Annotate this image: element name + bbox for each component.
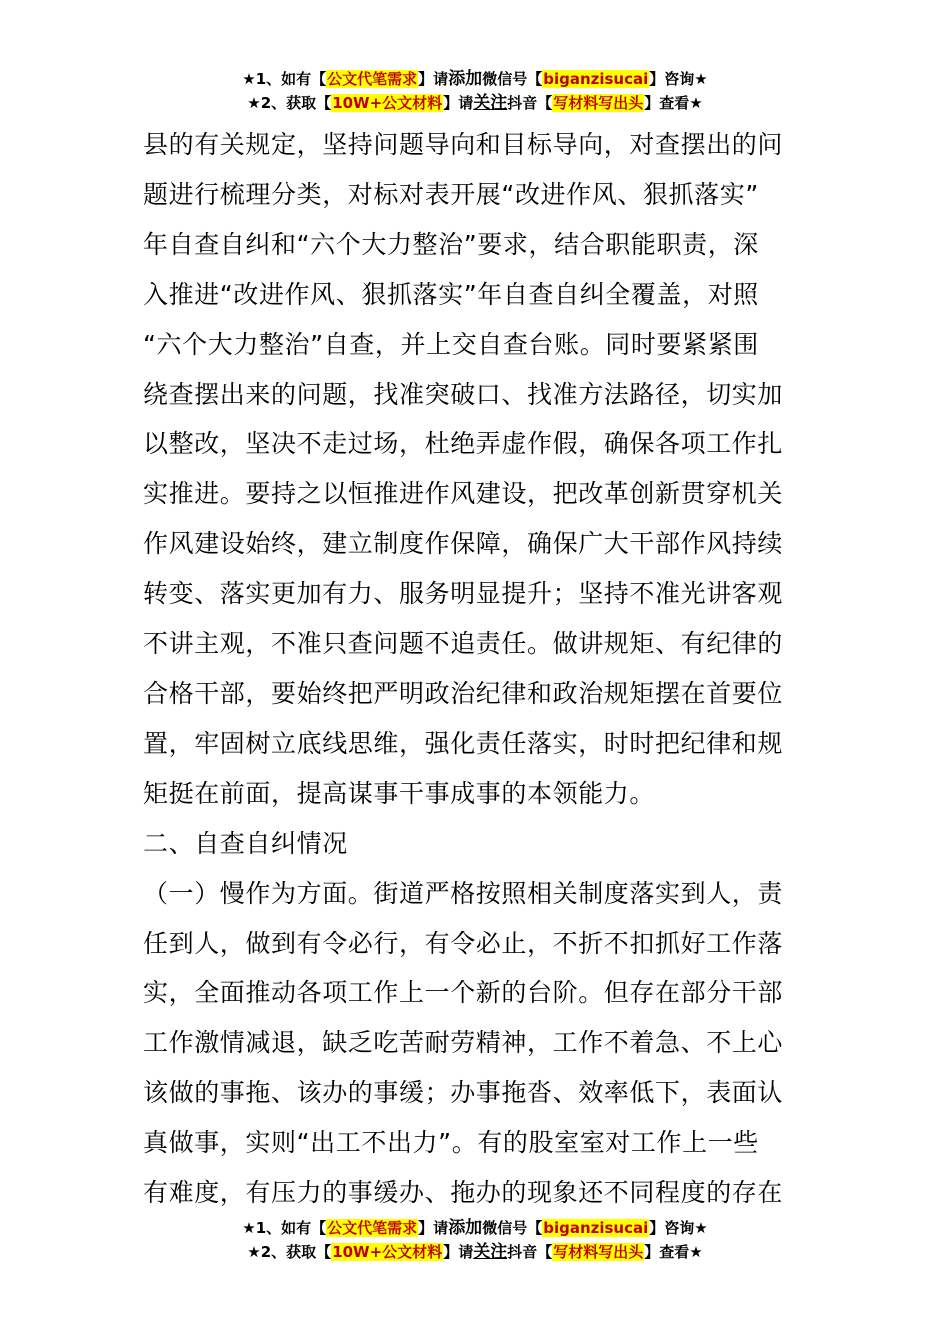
- banner-line-1: [0, 67, 950, 91]
- banner-text: ★1、如有【: [242, 70, 327, 88]
- banner-text: 】咨询★: [649, 1219, 708, 1237]
- body-line: 合格干部，要始终把严明政治纪律和政治规矩摆在首要位: [143, 678, 784, 708]
- banner-text: ★1、如有【: [242, 1219, 327, 1237]
- banner-text: 抖音【: [507, 94, 553, 112]
- body-line: 矩挺在前面，提高谋事干事成事的本领能力。: [143, 778, 656, 808]
- body-line: 转变、落实更加有力、服务明显提升；坚持不准光讲客观: [143, 579, 784, 609]
- body-line: 入推进“改进作风、狠抓落实”年自查自纠全覆盖，对照: [143, 279, 759, 309]
- body-line: 以整改，坚决不走过场，杜绝弄虚作假，确保各项工作扎: [143, 429, 784, 459]
- highlight-wechat-id: biganzisucai: [543, 1219, 649, 1237]
- body-line: （一）慢作为方面。街道严格按照相关制度落实到人，责: [143, 878, 784, 908]
- highlight-douyin: 写材料写出头: [553, 1243, 644, 1261]
- banner-text: ★2、获取【: [247, 94, 332, 112]
- highlight-materials: 10W+公文材料: [332, 1243, 443, 1261]
- banner-emphasis: 关注: [473, 1242, 508, 1262]
- body-line: 工作激情减退，缺乏吃苦耐劳精神，工作不着急、不上心: [143, 1028, 784, 1058]
- body-line: 题进行梳理分类，对标对表开展“改进作风、狠抓落实”: [143, 179, 759, 209]
- banner-line-1: [0, 1216, 950, 1240]
- banner-text: 】请: [418, 70, 449, 88]
- footer-banner: [0, 1216, 950, 1264]
- banner-text: 】请: [418, 1219, 449, 1237]
- banner-emphasis: 添加: [448, 69, 483, 89]
- banner-text: 】请: [443, 94, 474, 112]
- banner-emphasis: 关注: [473, 93, 508, 113]
- banner-text: 】咨询★: [649, 70, 708, 88]
- section-heading: 二、自查自纠情况: [143, 828, 348, 858]
- body-line: 不讲主观，不准只查问题不追责任。做讲规矩、有纪律的: [143, 629, 784, 659]
- body-line: “六个大力整治”自查，并上交自查台账。同时要紧紧围: [143, 329, 759, 359]
- banner-emphasis: 添加: [448, 1218, 483, 1238]
- highlight-douyin: 写材料写出头: [553, 94, 644, 112]
- highlight-service: 公文代笔需求: [327, 70, 418, 88]
- body-line: 年自查自纠和“六个大力整治”要求，结合职能职责，深: [143, 229, 759, 259]
- header-banner: [0, 67, 950, 115]
- banner-line-2: [0, 1240, 950, 1264]
- body-line: 该做的事拖、该办的事缓；办事拖沓、效率低下，表面认: [143, 1078, 784, 1108]
- body-line: 真做事，实则“出工不出力”。有的股室室对工作上一些: [143, 1128, 759, 1158]
- body-line: 任到人，做到有令必行，有令必止，不折不扣抓好工作落: [143, 928, 784, 958]
- highlight-wechat-id: biganzisucai: [543, 70, 649, 88]
- body-line: 置，牢固树立底线思维，强化责任落实，时时把纪律和规: [143, 728, 784, 758]
- banner-text: 】查看★: [644, 1243, 703, 1261]
- banner-text: 】查看★: [644, 94, 703, 112]
- banner-text: 微信号【: [482, 1219, 543, 1237]
- banner-text: 抖音【: [507, 1243, 553, 1261]
- body-line: 实，全面推动各项工作上一个新的台阶。但存在部分干部: [143, 978, 784, 1008]
- body-line: 县的有关规定，坚持问题导向和目标导向，对查摆出的问: [143, 130, 784, 159]
- highlight-service: 公文代笔需求: [327, 1219, 418, 1237]
- body-line: 实推进。要持之以恒推进作风建设，把改革创新贯穿机关: [143, 479, 784, 509]
- document-body: [143, 120, 808, 1218]
- banner-text: 】请: [443, 1243, 474, 1261]
- body-line: 有难度，有压力的事缓办、拖办的现象还不同程度的存在: [143, 1178, 784, 1208]
- banner-line-2: [0, 91, 950, 115]
- banner-text: 微信号【: [482, 70, 543, 88]
- body-line: 绕查摆出来的问题，找准突破口、找准方法路径，切实加: [143, 379, 784, 409]
- banner-text: ★2、获取【: [247, 1243, 332, 1261]
- highlight-materials: 10W+公文材料: [332, 94, 443, 112]
- body-line: 作风建设始终，建立制度作保障，确保广大干部作风持续: [143, 529, 784, 559]
